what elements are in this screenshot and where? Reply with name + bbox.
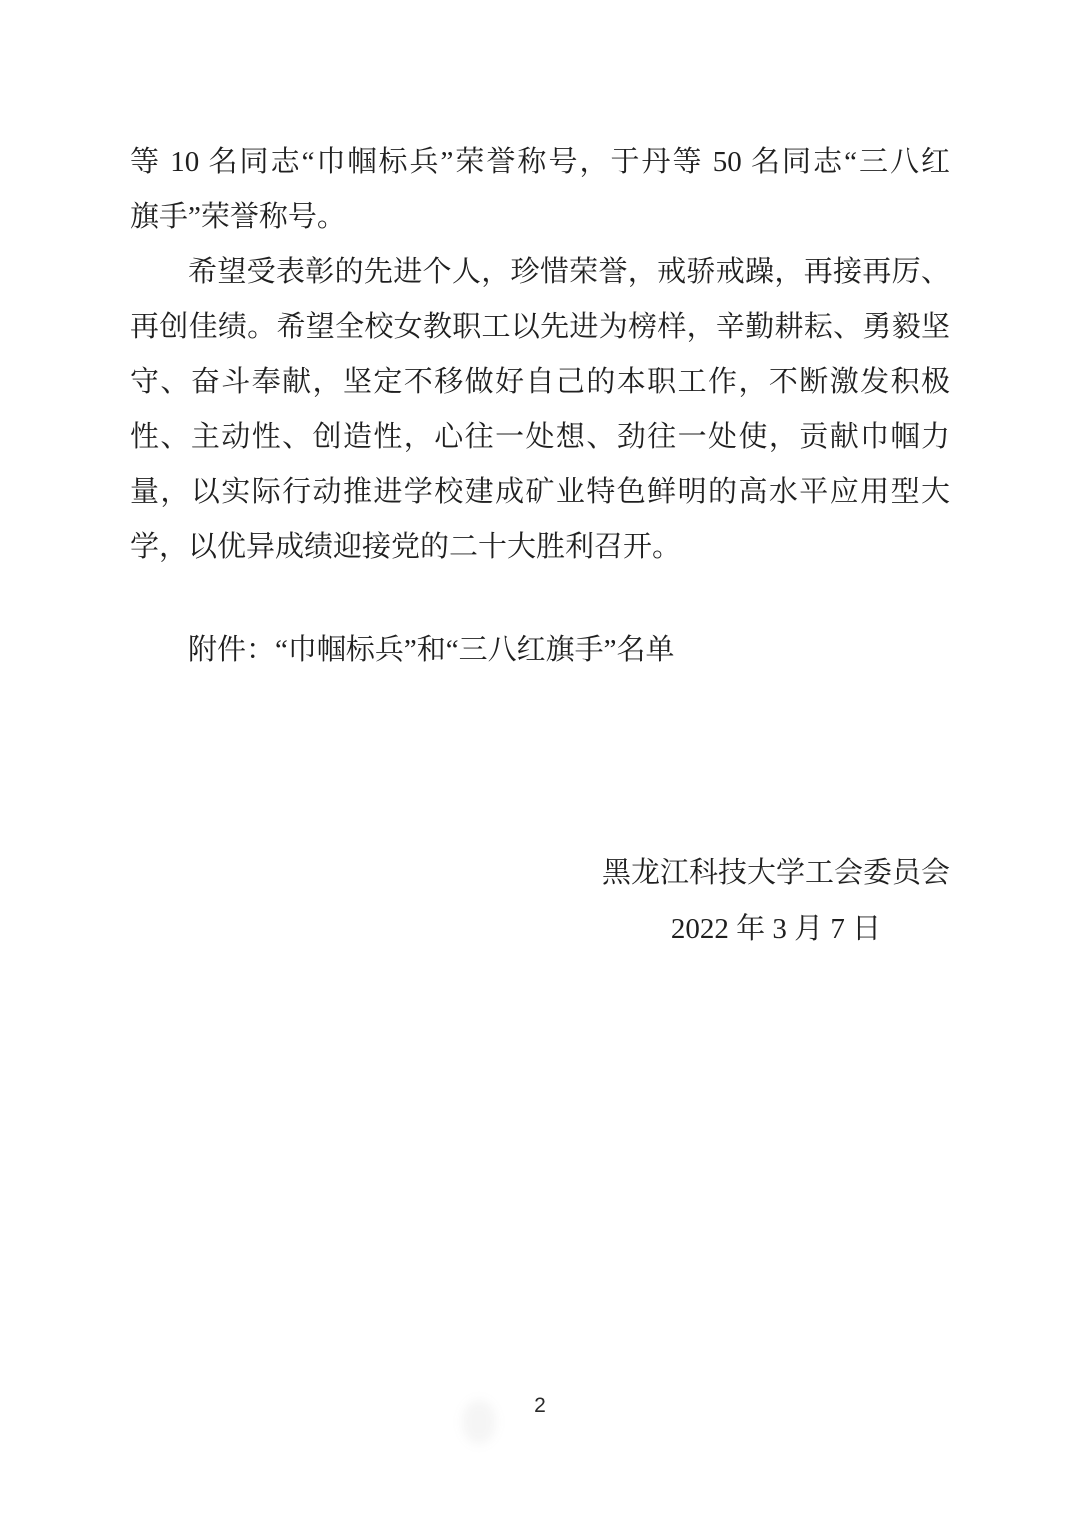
body-line: 学，以优异成绩迎接党的二十大胜利召开。 — [130, 531, 682, 563]
body-line: 守、奋斗奉献，坚定不移做好自己的本职工作，不断激发积极 — [130, 366, 950, 398]
body-line: 旗手”荣誉称号。 — [130, 201, 346, 233]
signature-date: 2022 年 3 月 7 日 — [670, 913, 882, 945]
body-line: 希望受表彰的先进个人，珍惜荣誉，戒骄戒躁，再接再厉、 — [188, 256, 950, 288]
body-line: 再创佳绩。希望全校女教职工以先进为榜样，辛勤耕耘、勇毅坚 — [130, 311, 950, 343]
body-line: 性、主动性、创造性，心往一处想、劲往一处使，贡献巾帼力 — [130, 421, 950, 453]
body-text-block — [130, 135, 950, 575]
attachment-line: 附件：“巾帼标兵”和“三八红旗手”名单 — [188, 634, 675, 666]
body-line: 量，以实际行动推进学校建成矿业特色鲜明的高水平应用型大 — [130, 476, 950, 508]
body-line: 等 10 名同志“巾帼标兵”荣誉称号，于丹等 50 名同志“三八红 — [130, 146, 950, 178]
signature-organization: 黑龙江科技大学工会委员会 — [601, 857, 950, 889]
page-number: 2 — [534, 1394, 546, 1417]
signature-block — [602, 845, 950, 957]
